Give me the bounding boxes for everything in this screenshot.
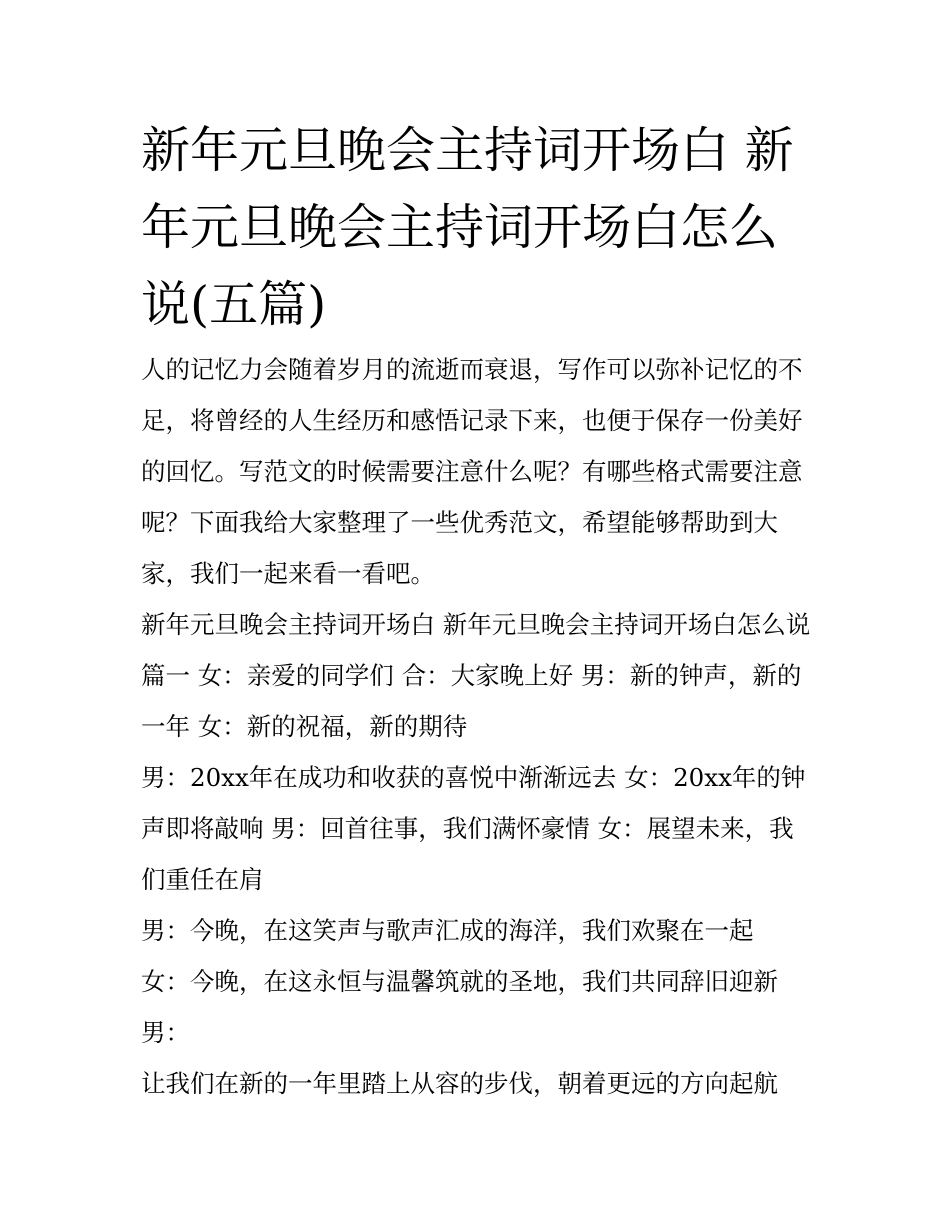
body-paragraph: 新年元旦晚会主持词开场白 新年元旦晚会主持词开场白怎么说篇一 女：亲爱的同学们 合：大家晚上好 男：新的钟声，新的一年 女：新的祝福，新的期待 [141, 610, 811, 741]
body-paragraph: 让我们在新的一年里踏上从容的步伐，朝着更远的方向起航 [141, 1069, 778, 1098]
document-body [141, 112, 813, 1109]
body-paragraph: 女：今晚，在这永恒与温馨筑就的圣地，我们共同辞旧迎新 男： [141, 967, 778, 1047]
body-paragraph: 男：今晚，在这笑声与歌声汇成的海洋，我们欢聚在一起 [141, 916, 754, 945]
document-title: 新年元旦晚会主持词开场白 新年元旦晚会主持词开场白怎么说(五篇) [141, 122, 794, 333]
body-paragraph: 男：20xx年在成功和收获的喜悦中渐渐远去 女：20xx年的钟声即将敲响 男：回首往事，我们满怀豪情 女：展望未来，我们重任在肩 [141, 763, 806, 894]
intro-paragraph: 人的记忆力会随着岁月的流逝而衰退，写作可以弥补记忆的不足，将曾经的人生经历和感悟记录下来，也便于保存一份美好的回忆。写范文的时候需要注意什么呢？有哪些格式需要注意呢？下面我给大家整理了一些优秀范文，希望能够帮助到大家，我们一起来看一看吧。 [141, 355, 803, 588]
